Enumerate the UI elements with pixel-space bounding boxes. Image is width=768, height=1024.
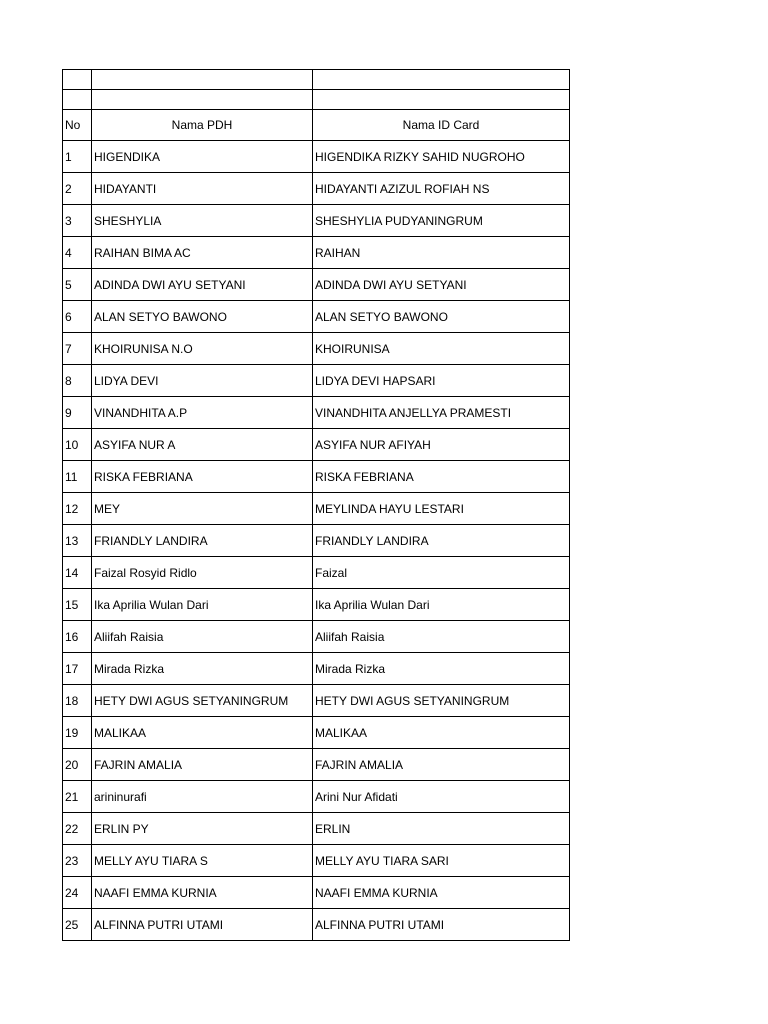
row-number-cell: 24 [63,877,92,909]
nama-pdh-cell: Faizal Rosyid Ridlo [92,557,313,589]
row-number-cell: 21 [63,781,92,813]
table-row [63,845,570,877]
nama-pdh-cell: FAJRIN AMALIA [92,749,313,781]
header-no: No [63,110,92,141]
name-table [62,69,570,941]
row-number-cell: 7 [63,333,92,365]
nama-id-card-cell: MEYLINDA HAYU LESTARI [313,493,570,525]
row-number-cell: 23 [63,845,92,877]
nama-pdh-cell: HIDAYANTI [92,173,313,205]
nama-id-card-cell: ALFINNA PUTRI UTAMI [313,909,570,941]
nama-id-card-cell: ERLIN [313,813,570,845]
table-row [63,653,570,685]
table-row [63,909,570,941]
blank-cell [63,70,92,90]
row-number-cell: 11 [63,461,92,493]
table-row [63,621,570,653]
nama-id-card-cell: VINANDHITA ANJELLYA PRAMESTI [313,397,570,429]
nama-id-card-cell: LIDYA DEVI HAPSARI [313,365,570,397]
nama-id-card-cell: Ika Aprilia Wulan Dari [313,589,570,621]
nama-id-card-cell: FRIANDLY LANDIRA [313,525,570,557]
row-number-cell: 20 [63,749,92,781]
nama-pdh-cell: arininurafi [92,781,313,813]
nama-id-card-cell: ADINDA DWI AYU SETYANI [313,269,570,301]
blank-cell [313,70,570,90]
nama-pdh-cell: Mirada Rizka [92,653,313,685]
table-row [63,781,570,813]
table-row [63,877,570,909]
table-row [63,589,570,621]
table-row [63,269,570,301]
header-nama-id-card: Nama ID Card [313,110,570,141]
table-row [63,493,570,525]
row-number-cell: 13 [63,525,92,557]
row-number-cell: 6 [63,301,92,333]
nama-id-card-cell: ALAN SETYO BAWONO [313,301,570,333]
nama-pdh-cell: HIGENDIKA [92,141,313,173]
nama-id-card-cell: Faizal [313,557,570,589]
row-number-cell: 4 [63,237,92,269]
nama-pdh-cell: SHESHYLIA [92,205,313,237]
table-row [63,205,570,237]
nama-pdh-cell: ALFINNA PUTRI UTAMI [92,909,313,941]
row-number-cell: 12 [63,493,92,525]
table-row [63,429,570,461]
nama-id-card-cell: NAAFI EMMA KURNIA [313,877,570,909]
nama-pdh-cell: HETY DWI AGUS SETYANINGRUM [92,685,313,717]
nama-pdh-cell: KHOIRUNISA N.O [92,333,313,365]
table-row [63,685,570,717]
blank-row [63,90,570,110]
table-row [63,461,570,493]
row-number-cell: 3 [63,205,92,237]
row-number-cell: 17 [63,653,92,685]
nama-pdh-cell: RISKA FEBRIANA [92,461,313,493]
blank-cell [92,70,313,90]
row-number-cell: 5 [63,269,92,301]
nama-pdh-cell: MALIKAA [92,717,313,749]
nama-id-card-cell: KHOIRUNISA [313,333,570,365]
row-number-cell: 2 [63,173,92,205]
table-row [63,749,570,781]
row-number-cell: 19 [63,717,92,749]
row-number-cell: 9 [63,397,92,429]
table-row [63,813,570,845]
table-row [63,557,570,589]
nama-pdh-cell: LIDYA DEVI [92,365,313,397]
row-number-cell: 22 [63,813,92,845]
table-row [63,365,570,397]
table-row [63,237,570,269]
table-body [63,70,570,941]
nama-pdh-cell: ADINDA DWI AYU SETYANI [92,269,313,301]
row-number-cell: 16 [63,621,92,653]
nama-id-card-cell: Mirada Rizka [313,653,570,685]
nama-pdh-cell: VINANDHITA A.P [92,397,313,429]
table-row [63,301,570,333]
nama-pdh-cell: FRIANDLY LANDIRA [92,525,313,557]
nama-id-card-cell: MELLY AYU TIARA SARI [313,845,570,877]
row-number-cell: 18 [63,685,92,717]
row-number-cell: 10 [63,429,92,461]
table-row [63,397,570,429]
nama-id-card-cell: Arini Nur Afidati [313,781,570,813]
nama-pdh-cell: ASYIFA NUR A [92,429,313,461]
table-row [63,717,570,749]
nama-pdh-cell: MEY [92,493,313,525]
nama-id-card-cell: RAIHAN [313,237,570,269]
blank-cell [92,90,313,110]
blank-cell [63,90,92,110]
nama-pdh-cell: ERLIN PY [92,813,313,845]
nama-id-card-cell: Aliifah Raisia [313,621,570,653]
nama-id-card-cell: MALIKAA [313,717,570,749]
nama-id-card-cell: HIDAYANTI AZIZUL ROFIAH NS [313,173,570,205]
nama-id-card-cell: SHESHYLIA PUDYANINGRUM [313,205,570,237]
nama-pdh-cell: Ika Aprilia Wulan Dari [92,589,313,621]
row-number-cell: 8 [63,365,92,397]
nama-id-card-cell: RISKA FEBRIANA [313,461,570,493]
table-row [63,333,570,365]
nama-pdh-cell: Aliifah Raisia [92,621,313,653]
nama-pdh-cell: ALAN SETYO BAWONO [92,301,313,333]
row-number-cell: 14 [63,557,92,589]
row-number-cell: 15 [63,589,92,621]
blank-cell [313,90,570,110]
nama-id-card-cell: FAJRIN AMALIA [313,749,570,781]
row-number-cell: 25 [63,909,92,941]
nama-pdh-cell: NAAFI EMMA KURNIA [92,877,313,909]
nama-id-card-cell: HETY DWI AGUS SETYANINGRUM [313,685,570,717]
header-nama-pdh: Nama PDH [92,110,313,141]
nama-pdh-cell: MELLY AYU TIARA S [92,845,313,877]
table-row [63,525,570,557]
table-row [63,173,570,205]
nama-id-card-cell: HIGENDIKA RIZKY SAHID NUGROHO [313,141,570,173]
nama-id-card-cell: ASYIFA NUR AFIYAH [313,429,570,461]
header-row [63,110,570,141]
nama-pdh-cell: RAIHAN BIMA AC [92,237,313,269]
blank-row [63,70,570,90]
table-row [63,141,570,173]
row-number-cell: 1 [63,141,92,173]
